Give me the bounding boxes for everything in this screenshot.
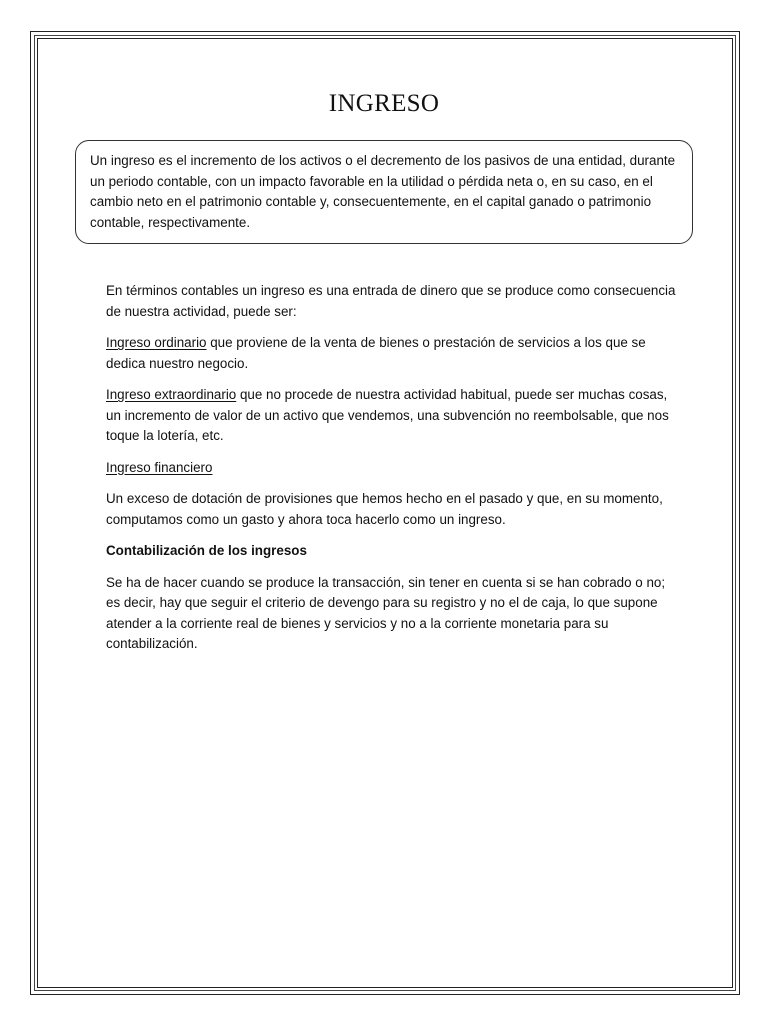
definition-text: Un ingreso es el incremento de los activos o el decremento de los pasivos de una entidad, durante un periodo contable, con un impacto favorable en la utilidad o pérdida neta o, en su caso, en el cambio neto en el patrimonio contable y, consecuentemente, en el capital ganado o patrimonio contable, respectivamente.: [90, 153, 676, 230]
financial-income-paragraph: [106, 458, 676, 479]
excess-provisions-paragraph: Un exceso de dotación de provisiones que hemos hecho en el pasado y que, en su momento, computamos como un gasto y ahora toca hacerlo como un ingreso.: [106, 491, 663, 527]
document-body: [106, 281, 676, 666]
definition-box: [75, 140, 693, 244]
extraordinary-income-paragraph: [106, 385, 676, 447]
intro-paragraph: En términos contables un ingreso es una entrada de dinero que se produce como consecuencia de nuestra actividad, puede ser:: [106, 283, 676, 319]
ordinary-income-text: que proviene de la venta de bienes o prestación de servicios a los que se dedica nuestro negocio.: [106, 335, 646, 371]
ordinary-income-term: Ingreso ordinario: [106, 335, 207, 350]
ordinary-income-paragraph: [106, 333, 676, 374]
accounting-heading: Contabilización de los ingresos: [106, 543, 307, 558]
extraordinary-income-text: que no procede de nuestra actividad habitual, puede ser muchas cosas, un incremento de valor de un activo que vendemos, una subvención no reembolsable, que nos toque la lotería, etc.: [106, 387, 669, 443]
page-title: INGRESO: [328, 90, 440, 117]
accounting-paragraph: Se ha de hacer cuando se produce la transacción, sin tener en cuenta si se han cobrado o no; es decir, hay que seguir el criterio de devengo para su registro y no el de caja, lo que supone atender a la corriente real de bienes y servicios y no a la corriente monetaria para su contabilización.: [106, 574, 666, 651]
extraordinary-income-term: Ingreso extraordinario: [106, 387, 237, 402]
financial-income-term: Ingreso financiero: [106, 459, 213, 475]
